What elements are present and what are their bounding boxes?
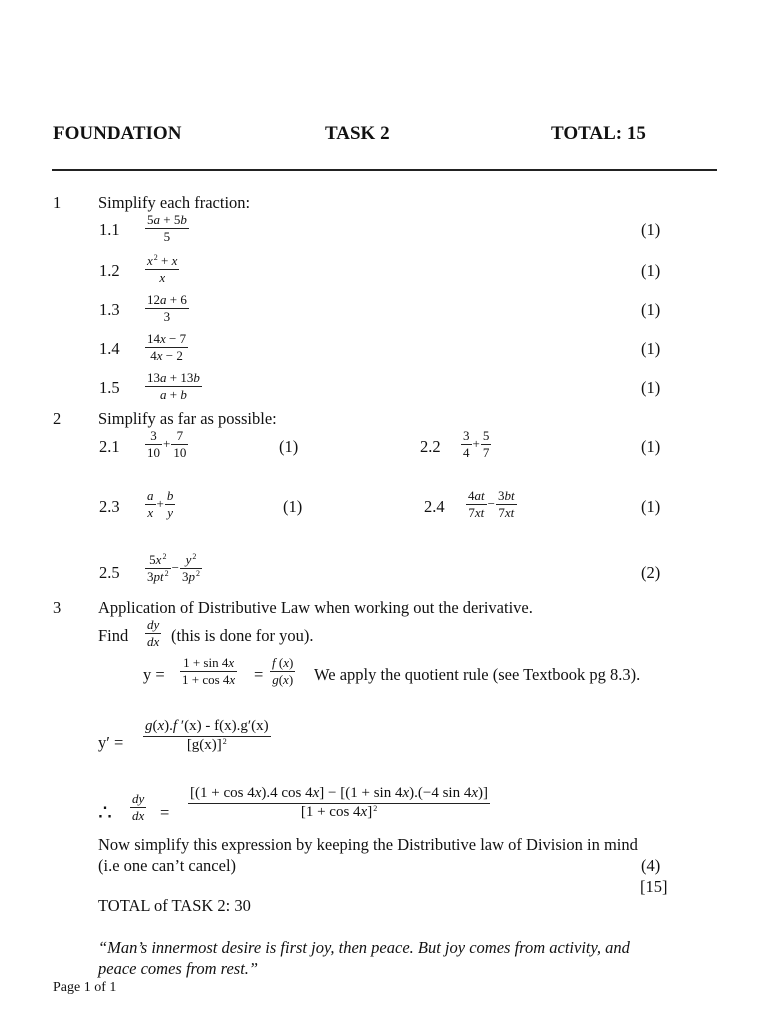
- q1-4-label: 1.4: [99, 339, 120, 358]
- q2-4-expression: $\frac{4at}{7xt}$ − $\frac{3bt}{7xt}$: [468, 488, 515, 520]
- q2-1-expression: $\frac{3}{10}$ + $\frac{7}{10}$: [147, 428, 187, 460]
- q1-3-label: 1.3: [99, 300, 120, 319]
- q3-quotient-note: We apply the quotient rule (see Textbook pg 8.3).: [314, 665, 641, 684]
- q3-simplify-line2: (i.e one can’t cancel): [98, 856, 237, 875]
- q3-total-marks: [15]: [640, 877, 668, 896]
- q3-result-equals: =: [160, 803, 170, 822]
- q3-dydx-fraction: $\frac{dy}{dx}$: [147, 617, 160, 649]
- q2-number: 2: [53, 409, 62, 428]
- q3-yprime-label: y′ =: [98, 733, 124, 752]
- q1-5-marks: (1): [641, 378, 661, 397]
- q3-find-text: Find: [98, 626, 129, 645]
- q1-2-fraction: $\frac{x^2 + x}{x}$: [147, 253, 178, 285]
- therefore-symbol: ∴: [98, 800, 112, 825]
- q3-title: Application of Distributive Law when working out the derivative.: [98, 598, 533, 617]
- header-total: TOTAL: 15: [551, 123, 646, 144]
- q1-5-label: 1.5: [99, 378, 120, 397]
- q3-derivative-fraction: $\frac{[(1 + \cos 4x).4 \cos 4x] - [(1 + \sin 4x).(-4 \sin 4x)]}{[1 + \cos 4x]^2}$: [190, 785, 489, 820]
- quote-line2: peace comes from rest.”: [98, 959, 259, 978]
- q1-title: Simplify each fraction:: [98, 193, 251, 212]
- q3-y-equals: y =: [143, 665, 165, 684]
- q1-1-label: 1.1: [99, 220, 120, 239]
- q2-2-label: 2.2: [420, 437, 441, 456]
- q2-title: Simplify as far as possible:: [98, 409, 277, 428]
- q3-marks: (4): [641, 856, 661, 875]
- q3-simplify-line1: Now simplify this expression by keeping the Distributive law of Division in mind: [98, 835, 638, 854]
- q3-function-fraction: $\frac{1 + \sin 4x}{1 + \cos 4x}$: [182, 655, 236, 687]
- task-total: TOTAL of TASK 2: 30: [98, 896, 251, 915]
- q2-3-expression: $\frac{a}{x}$ + $\frac{b}{y}$: [147, 488, 174, 520]
- q1-2-marks: (1): [641, 261, 661, 280]
- quote-line1: “Man’s innermost desire is first joy, then peace. But joy comes from activity, and: [98, 938, 630, 957]
- q3-quotient-rule-fraction: $\frac{g(x).f '(x) - f(x).g'(x)}{[g(x)]^2}$: [145, 718, 269, 753]
- q1-4-marks: (1): [641, 339, 661, 358]
- q2-1-marks: (1): [279, 437, 299, 456]
- q2-1-label: 2.1: [99, 437, 120, 456]
- q2-5-label: 2.5: [99, 563, 120, 582]
- q1-1-marks: (1): [641, 220, 661, 239]
- q1-2-label: 1.2: [99, 261, 120, 280]
- q2-3-label: 2.3: [99, 497, 120, 516]
- q3-equals-sign: =: [254, 665, 264, 684]
- q2-2-expression: $\frac{3}{4}$ + $\frac{5}{7}$: [463, 428, 490, 460]
- q2-5-expression: $\frac{5x^2}{3pt^2}$ − $\frac{y^2}{3p^2}$: [147, 552, 200, 584]
- q3-find-note: (this is done for you).: [171, 626, 314, 645]
- q2-5-marks: (2): [641, 563, 661, 582]
- q2-2-marks: (1): [641, 437, 661, 456]
- q1-number: 1: [53, 193, 62, 212]
- q1-3-fraction: $\frac{12a + 6}{3}$: [147, 292, 187, 324]
- header-foundation: FOUNDATION: [53, 123, 182, 144]
- q3-number: 3: [53, 598, 62, 617]
- q1-4-fraction: $\frac{14x - 7}{4x - 2}$: [147, 331, 187, 363]
- header-divider: [52, 169, 717, 171]
- q1-3-marks: (1): [641, 300, 661, 319]
- q2-3-marks: (1): [283, 497, 303, 516]
- header-task: TASK 2: [325, 123, 390, 144]
- q3-fg-fraction: $\frac{f (x)}{g(x)}$: [272, 655, 294, 687]
- q1-5-fraction: $\frac{13a + 13b}{a + b}$: [147, 370, 200, 402]
- q2-4-marks: (1): [641, 497, 661, 516]
- q1-1-fraction: $\frac{5a + 5b}{5}$: [147, 212, 187, 244]
- q3-dydx-result: $\frac{dy}{dx}$: [132, 791, 145, 823]
- q2-4-label: 2.4: [424, 497, 445, 516]
- page-footer: Page 1 of 1: [53, 980, 117, 995]
